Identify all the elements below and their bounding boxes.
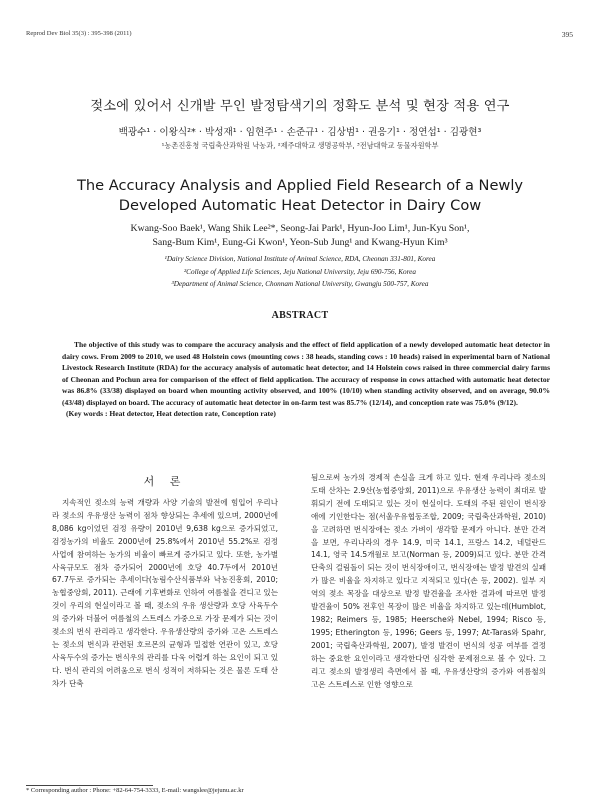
english-affiliations (0, 253, 600, 291)
abstract-body (62, 339, 550, 420)
affiliation-1: ¹Dairy Science Division, National Institute of Animal Science, RDA, Cheonan 331-801, Korea (164, 255, 436, 263)
english-title-line-1: The Accuracy Analysis and Applied Field Research of a Newly (76, 177, 524, 194)
abstract-text: The objective of this study was to compare the accuracy analysis and the effect of field application of a newly developed automatic heat detector in dairy cows. From 2009 to 2010, we used 48 Holstein cows (mounting cows : 38 heads, standing cows : 10 heads) raised in experimental barn of National Livestock Research Institute (RDA) for the accuracy analysis of automatic heat detector, and 14 Holstein cows raised in three commercial dairy farms of Cheonan and Pochun area for comparison of the effect of field application. The accuracy of response in cows attached with automatic heat detector was 86.8% (33/38) displayed on board when mounting activity observed, and 100% (10/10) when standing activity observed, and on average, 90.0% (43/48) displayed on board. The accuracy of automatic heat detector in on-farm test was 85.7% (12/14), and conception rate was 75.0% (9/12). (62, 340, 550, 407)
journal-citation: Reprod Dev Biol 35(3) : 395-398 (2011) (26, 30, 132, 37)
english-title-line-2: Developed Automatic Heat Detector in Dairy Cow (118, 197, 482, 214)
korean-title: 젖소에 있어서 신개발 무인 발정탐색기의 정확도 분석 및 현장 적용 연구 (90, 99, 510, 114)
section-heading-introduction: 서 론 (143, 475, 187, 488)
abstract-heading: ABSTRACT (271, 310, 329, 321)
korean-affiliations: ¹농촌진흥청 국립축산과학원 낙농과, ²제주대학교 생명공학부, ³전남대학교 동물자원학부 (161, 141, 439, 150)
intro-paragraph-right: 됨으로써 농가의 경제적 손실을 크게 하고 있다. 현재 우리나라 젖소의 도태 산차는 2.9산(농협중앙회, 2011)으로 우유생산 능력이 최대로 발휘되기 전에 도태되고 있는 것이 현실이다. 도태의 주된 원인이 번식장애에 기인한다는 점(서울우유협동조합, 2009; 국립축산과학원, 2010)을 고려하면 번식장애는 젖소 가벼이 생각할 문제가 아니다. 분만 간격을 보면, 우리나라의 경우 14.9, 미국 14.1, 프랑스 14.2, 네덜란드 14.1, 영국 14.5개월로 보고(Norman 등, 2009)되고 있다. 분만 간격 단축의 걸림돌이 되는 것이 번식장애이고, 번식장애는 발정 발견의 실패가 많은 비율을 차지하고 있다고 지적되고 있다(손 등, 2002). 일부 지역의 젖소 목장을 대상으로 발정 발견율을 조사한 결과에 따르면 발정 발견율이 50% 전후인 목장이 많은 비율을 차지하고 있는데(Humblot, 1982; Reimers 등, 1985; Heersche와 Nebel, 1994; Risco 등, 1995; Etherington 등, 1996; Geers 등, 1997; At-Taras와 Spahr, 2001; 국립축산과학원, 2007), 발정 발견이 번식의 성공 여부를 결정하는 중요한 요인이라고 생각한다면 심각한 문제점으로 볼 수 있다. 그리고 젖소의 발정생리 측면에서 볼 때, 우유생산량의 증가와 여름철의 고온 스트레스로 인한 영향으로 (311, 473, 546, 689)
intro-right-column (311, 472, 546, 691)
intro-paragraph-left: 지속적인 젖소의 능력 개량과 사양 기술의 발전에 힘입어 우리나라 젖소의 우유생산 능력이 점차 향상되는 추세에 있으며, 2000년에 8,086 kg이었던 검정 유량이 2010년 9,638 kg으로 증가되었고, 검정농가의 비율도 2000년에 25.8%에서 2010년 55.2%로 검정 사업에 참여하는 농가의 비율이 빠르게 증가되고 있다. 또한, 농가별 사육규모도 점차 증가되어 2000년에 호당 40.7두에서 2010년 67.7두로 증가되는 추세이다(농림수산식품부와 낙농진흥회, 2010; 농협중앙회, 2011). 근래에 기후변화로 인하여 여름철을 견디고 있는 것이 우리의 현실이라고 볼 때, 젖소의 우유 생산량과 호당 사육두수의 증가와 더불어 여름철의 스트레스 가중으로 가장 문제가 되는 것이 젖소의 번식 관리라고 생각한다. 우유생산량의 증가와 고온 스트레스는 젖소의 번식과 관련된 호르몬의 균형과 밀접한 연관이 있고, 호당 사육두수의 증가는 번식우의 관리를 다욱 어렵게 하는 요인이 되고 있다. 번식 관리의 어려움으로 번식 성적이 저하되는 것은 물론 도태 산차가 단축 (52, 498, 278, 688)
korean-authors: 백광수¹ · 이왕식²* · 박성재¹ · 임현주¹ · 손준규¹ · 김상범¹ · 권응기¹ · 정연섭¹ · 김광현³ (118, 127, 482, 138)
footnote-rule (26, 785, 153, 786)
english-authors (0, 222, 600, 250)
corresponding-author-footnote: * Corresponding author : Phone: +82-64-754-3333, E-mail: wangslee@jejunu.ac.kr (26, 787, 244, 794)
english-authors-line-1: Kwang-Soo Baek¹, Wang Shik Lee²*, Seong-Jai Park¹, Hyun-Joo Lim¹, Jun-Kyu Son¹, (130, 223, 470, 234)
intro-left-column (52, 497, 278, 691)
english-authors-line-2: Sang-Bum Kim¹, Eung-Gi Kwon¹, Yeon-Sub Jung¹ and Kwang-Hyun Kim³ (152, 237, 448, 248)
affiliation-2: ²College of Applied Life Sciences, Jeju National University, Jeju 690-756, Korea (184, 267, 416, 276)
keywords: (Key words : Heat detector, Heat detection rate, Conception rate) (66, 409, 276, 418)
page-number: 395 (561, 30, 573, 39)
english-title (0, 176, 600, 216)
affiliation-3: ³Department of Animal Science, Chonnam National University, Gwangju 500-757, Korea (171, 280, 429, 288)
